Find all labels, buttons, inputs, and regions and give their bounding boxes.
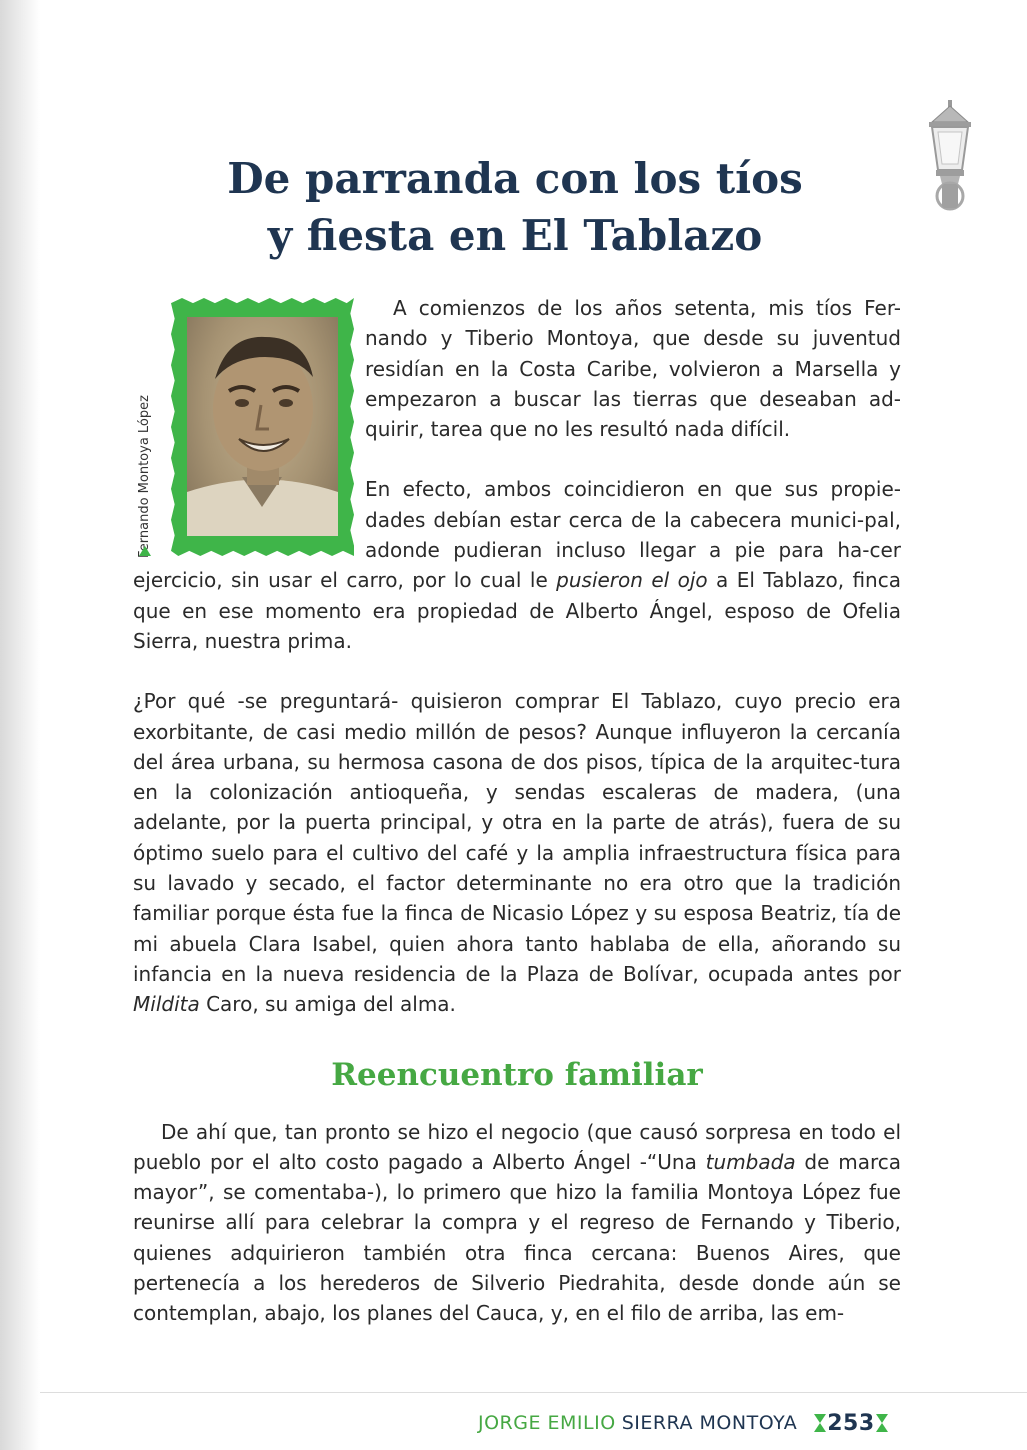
photo-caption-text: Fernando Montoya López bbox=[137, 395, 152, 558]
photo-float-space bbox=[133, 293, 365, 565]
article-title bbox=[130, 150, 900, 264]
paragraph-1: A comienzos de los años setenta, mis tíos Fer-nando y Tiberio Montoya, que desde su juventud residían en la Costa Caribe, volvieron a Marsella y empezaron a buscar las tierras que deseaban ad-quirir, tarea que no les resultó nada difícil. bbox=[365, 296, 901, 442]
title-line-1: De parranda con los tíos bbox=[227, 154, 803, 203]
author-last-name: SIERRA MONTOYA bbox=[621, 1412, 798, 1434]
street-lamp-icon bbox=[924, 100, 976, 216]
page-ornament-icon bbox=[813, 1413, 827, 1433]
page-number: 253 bbox=[827, 1410, 875, 1436]
page-gutter-shadow bbox=[0, 0, 40, 1450]
paragraph-3: ¿Por qué -se preguntará- quisieron comprar El Tablazo, cuyo precio era exorbitante, de casi medio millón de pesos? Aunque influyeron la cercanía del área urbana, su hermosa casona de dos pisos, típica de la arquitec-tura en la colonización antioqueña, y sendas escaleras de madera, (una adelante, por la puerta principal, y otra en la parte de atrás), fuera de su óptimo suelo para el cultivo del café y la amplia infraestructura física para su lavado y secado, el factor determinante no era otro que la tradición familiar porque ésta fue la finca de Nicasio López y su esposa Beatriz, tía de mi abuela Clara Isabel, quien ahora tanto hablaba de ella, añorando su infancia en la nueva residencia de la Plaza de Bolívar, ocupada antes por Mildita Caro, su amiga del alma. bbox=[133, 689, 901, 1017]
article-body bbox=[133, 293, 901, 1359]
page-footer bbox=[478, 1408, 889, 1438]
paragraph-2: En efecto, ambos coincidieron en que sus propie-dades debían estar cerca de la cabecera munici-pal, adonde pudieran incluso llegar a pie para ha-cer ejercicio, sin usar el carro, por lo cual le pusieron el ojo a El Tablazo, finca que en ese momento era propiedad de Alberto Ángel, esposo de Ofelia Sierra, nuestra prima. bbox=[133, 477, 901, 653]
section-subtitle: Reencuentro familiar bbox=[331, 1056, 703, 1093]
page-number-block bbox=[813, 1411, 888, 1436]
footer-divider bbox=[40, 1392, 1027, 1393]
paragraph-4: De ahí que, tan pronto se hizo el negocio (que causó sorpresa en todo el pueblo por el alto costo pagado a Alberto Ángel -“Una tumbada de marca mayor”, se comentaba-), lo primero que hizo la familia Montoya López fue reunirse allí para celebrar la compra y el regreso de Fernando y Tiberio, quienes adquirieron también otra finca cercana: Buenos Aires, que pertenecía a los herederos de Silverio Piedrahita, desde donde aún se contemplan, abajo, los planes del Cauca, y, en el filo de arriba, las em- bbox=[133, 1119, 901, 1326]
author-first-name: JORGE EMILIO bbox=[478, 1412, 616, 1434]
page-ornament-icon bbox=[875, 1413, 889, 1433]
title-line-2: y fiesta en El Tablazo bbox=[267, 211, 763, 260]
